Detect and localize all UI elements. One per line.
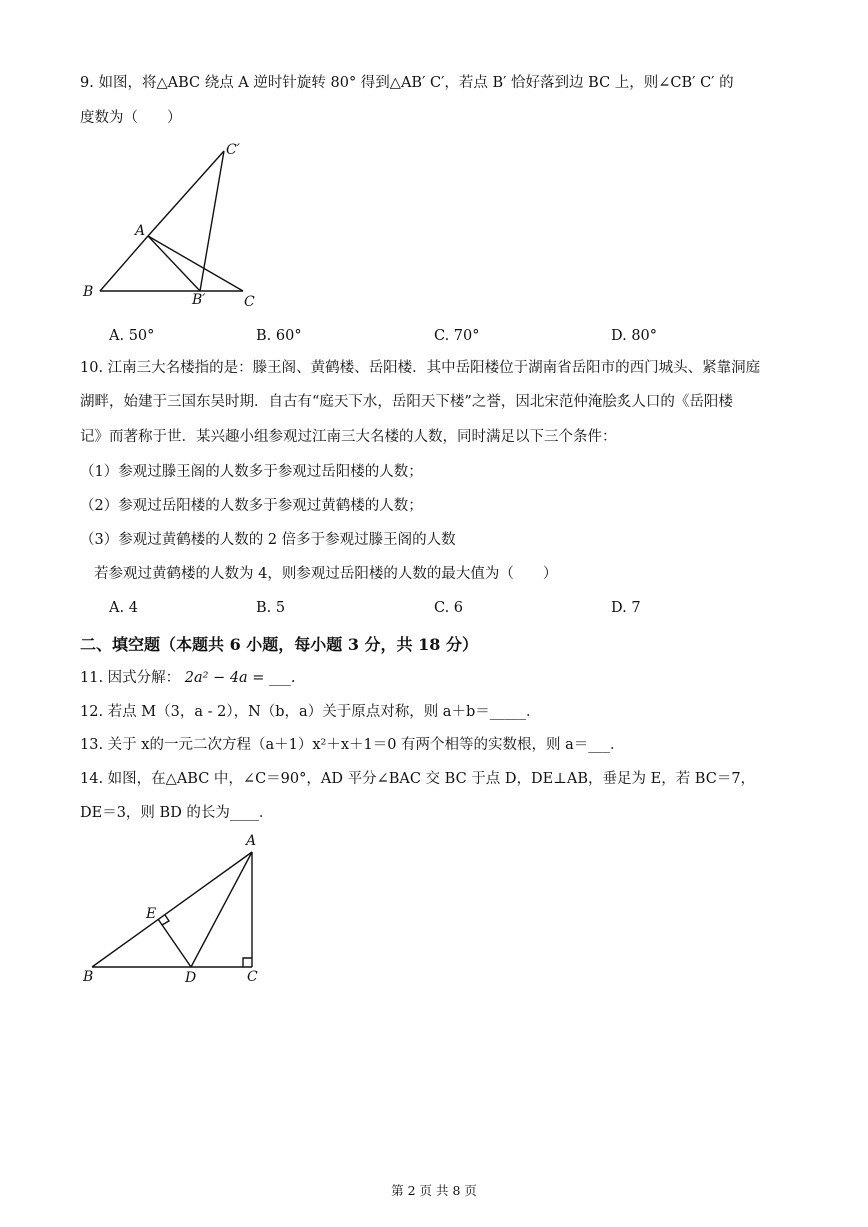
q10-option-b: B. 5 (256, 600, 286, 616)
q11-expression: 2a² − 4a = ___. (184, 670, 296, 686)
q14-label-B: B (83, 969, 94, 985)
q14-line2: DE＝3，则 BD 的长为____． (80, 805, 274, 821)
q10-option-a: A. 4 (109, 600, 138, 616)
q9-label-B: B (83, 284, 94, 300)
q9-label-A: A (135, 223, 146, 239)
q14-label-D: D (185, 970, 197, 986)
q9-option-a: A. 50° (109, 328, 155, 344)
q14-right-angle-C (243, 958, 252, 967)
q9-label-Bp: B′ (192, 292, 206, 308)
q10-line1: 10. 江南三大名楼指的是：滕王阁、黄鹤楼、岳阳楼．其中岳阳楼位于湖南省岳阳市的西门城头、紧靠洞庭 (80, 360, 761, 376)
q10-line3: 记》而著称于世．某兴趣小组参观过江南三大名楼的人数，同时满足以下三个条件： (80, 429, 617, 445)
q10-cond2: （2）参观过岳阳楼的人数多于参观过黄鹤楼的人数； (80, 498, 423, 514)
q14-seg-AB (92, 852, 252, 967)
q9-option-b: B. 60° (256, 328, 302, 344)
q9-option-d: D. 80° (611, 328, 658, 344)
q14-label-C: C (247, 969, 258, 985)
q9-line1: 9. 如图，将△ABC 绕点 A 逆时针旋转 80° 得到△AB′ C′，若点 B′ 恰好落到边 BC 上，则∠CB′ C′ 的 (80, 75, 734, 91)
q10-cond3: （3）参观过黄鹤楼的人数的 2 倍多于参观过滕王阁的人数 (80, 532, 456, 548)
q9-option-c: C. 70° (434, 328, 480, 344)
section-heading: 二、填空题（本题共 6 小题，每小题 3 分，共 18 分） (80, 635, 478, 654)
q10-ask: 若参观过黄鹤楼的人数为 4，则参观过岳阳楼的人数的最大值为（ ） (94, 566, 558, 582)
q9-line2: 度数为（ ） (80, 110, 182, 126)
q10-cond1: （1）参观过滕王阁的人数多于参观过岳阳楼的人数； (80, 464, 423, 480)
q11-text: 11. 因式分解： (80, 670, 181, 686)
q14-label-A: A (246, 833, 257, 849)
q10-line2: 湖畔，始建于三国东吴时期．自古有“庭天下水，岳阳天下楼”之誉，因北宋范仲淹脍炙人口的《岳阳楼 (80, 394, 733, 410)
q9-label-C: C (244, 294, 255, 310)
q13: 13. 关于 x的一元二次方程（a＋1）x²＋x＋1＝0 有两个相等的实数根，则 a＝___． (80, 737, 625, 753)
q10-option-c: C. 6 (434, 600, 464, 616)
q14-line1: 14. 如图，在△ABC 中，∠C＝90°，AD 平分∠BAC 交 BC 于点 D，DE⊥AB，垂足为 E，若 BC＝7， (80, 771, 756, 787)
q9-label-Cp: C′ (226, 142, 240, 158)
q14-seg-AD (191, 852, 252, 967)
q14-seg-DE (158, 919, 191, 967)
q12: 12. 若点 M（3，a - 2），N（b，a）关于原点对称，则 a＋b＝_____． (80, 704, 541, 720)
q10-option-d: D. 7 (611, 600, 641, 616)
q14-label-E: E (146, 906, 157, 922)
page-footer: 第 2 页 共 8 页 (391, 1183, 477, 1198)
